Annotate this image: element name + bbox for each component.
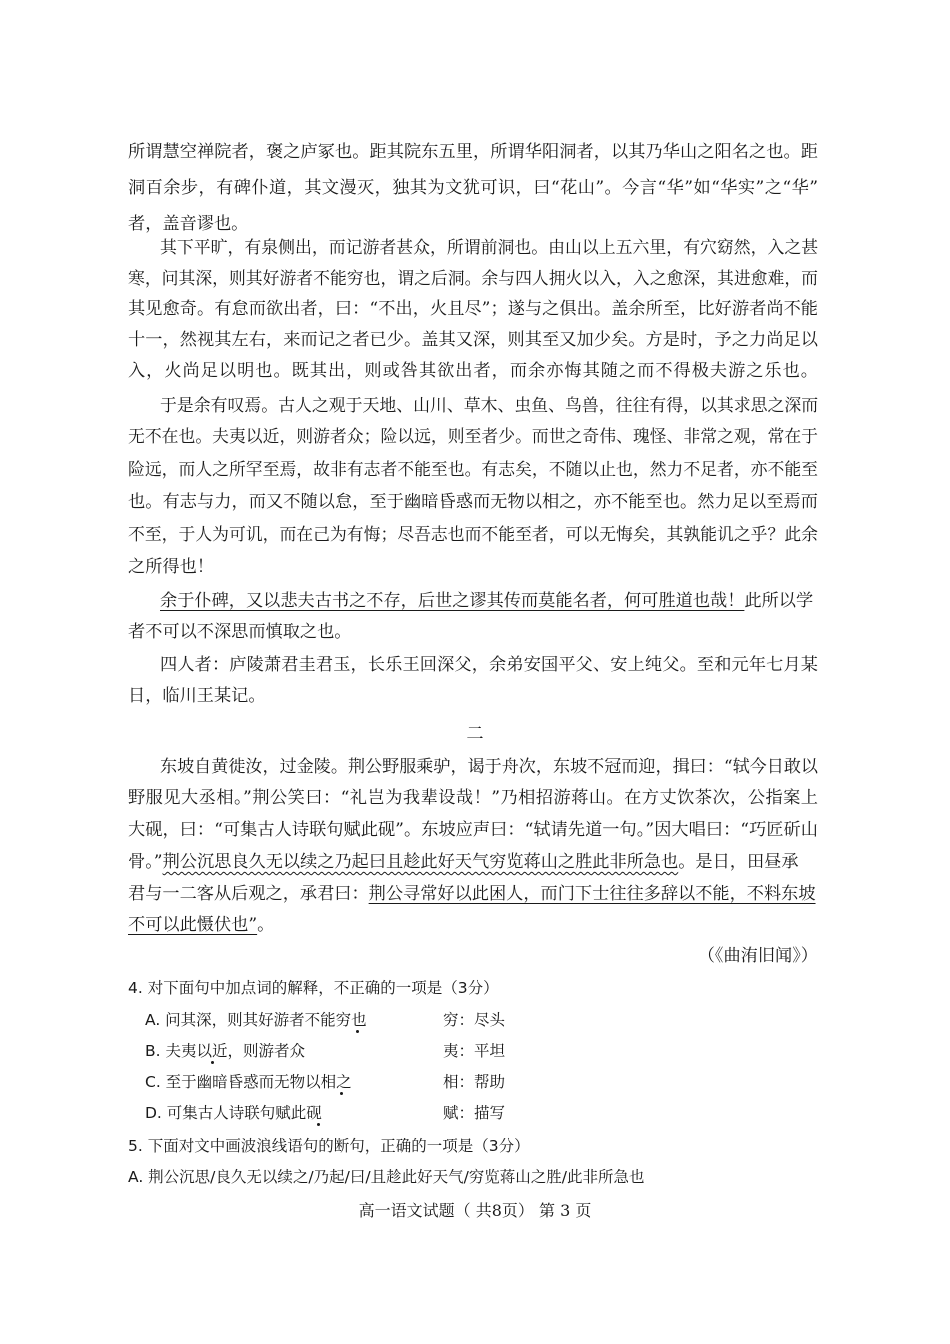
text-span: 骨。” — [128, 852, 163, 872]
text-line: 入，火尚足以明也。既其出，则或咎其欲出者，而余亦悔其随之而不得极夫游之乐也。 — [128, 361, 818, 381]
emphasis-dot — [340, 1092, 343, 1095]
text-line: 无不在也。夫夷以近，则游者众；险以远，则至者少。而世之奇伟、瑰怪、非常之观，常在于 — [128, 426, 818, 446]
q4-option-a-gloss: 穷：尽头 — [443, 1011, 506, 1029]
text-line: 寒，问其深，则其好游者不能穷也，谓之后洞。余与四人拥火以入，入之愈深，其进愈难，而 — [128, 268, 818, 288]
text-line: 日，临川王某记。 — [128, 686, 266, 706]
text-line: 险远，而人之所罕至焉，故非有志者不能至也。有志矣，不随以止也，然力不足者，亦不能至 — [128, 459, 818, 479]
underlined-sentence: 荆公寻常好以此困人，而门下士往往多辞以不能，不料东坡 — [368, 884, 816, 904]
question-5-stem: 5. 下面对文中画波浪线语句的断句，正确的一项是（3分） — [128, 1137, 530, 1155]
source-citation: （《曲洧旧闻》） — [697, 946, 818, 966]
page-footer: 高一语文试题（ 共8页） 第 3 页 — [358, 1201, 592, 1220]
text-span: 此所以学 — [744, 591, 814, 611]
text-span: 。 — [257, 915, 275, 935]
text-line: 其见愈奇。有怠而欲出者，曰：“不出，火且尽”；遂与之俱出。盖余所至，比好游者尚不能 — [128, 299, 818, 319]
text-line: 于是余有叹焉。古人之观于天地、山川、草木、虫鱼、鸟兽，往往有得，以其求思之深而 — [160, 395, 819, 415]
q4-option-b: B. 夫夷以近，则游者众 — [145, 1042, 305, 1060]
text-line: 之所得也！ — [128, 557, 214, 577]
text-line: 不至，于人为可讥，而在己为有悔；尽吾志也而不能至者，可以无悔矣，其孰能讥之乎？此余 — [128, 524, 818, 544]
text-line: 东坡自黄徙汝，过金陵。荆公野服乘驴，谒于舟次，东坡不冠而迎，揖曰：“轼今日敢以 — [160, 757, 818, 777]
wavy-underlined-sentence: 荆公沉思良久无以续之乃起曰且趁此好天气穷览蒋山之胜此非所急也 — [162, 852, 679, 872]
text-line: 大砚，曰：“可集古人诗联句赋此砚”。东坡应声曰：“轼请先道一句。”因大唱曰：“巧匠斫山 — [128, 820, 818, 840]
q4-option-c: C. 至于幽暗昏惑而无物以相之 — [145, 1073, 352, 1091]
section-heading: 二 — [466, 724, 484, 744]
wavy-line — [128, 850, 818, 874]
text-span: 。是日，田昼承 — [678, 852, 799, 872]
emphasis-dot — [356, 1030, 359, 1033]
text-line: 洞百余步，有碑仆道，其文漫灭，独其为文犹可识，曰“花山”。今言“华”如“华实”之“华” — [128, 178, 818, 198]
q4-option-c-gloss: 相：帮助 — [443, 1073, 506, 1091]
emphasis-dot — [317, 1123, 320, 1126]
underlined-line — [160, 589, 818, 613]
text-line: 四人者：庐陵萧君圭君玉，长乐王回深父，余弟安国平父、安上纯父。至和元年七月某 — [160, 655, 818, 675]
question-4-stem: 4. 对下面句中加点词的解释，不正确的一项是（3分） — [128, 979, 499, 997]
text-line: 其下平旷，有泉侧出，而记游者甚众，所谓前洞也。由山以上五六里，有穴窈然，入之甚 — [160, 237, 819, 257]
q4-option-a: A. 问其深，则其好游者不能穷也 — [145, 1011, 367, 1029]
text-line: 者不可以不深思而慎取之也。 — [128, 622, 352, 642]
text-line: 者，盖音谬也。 — [128, 214, 249, 234]
q5-option-a: A. 荆公沉思/良久无以续之/乃起/曰/且趁此好天气/穷览蒋山之胜/此非所急也 — [128, 1168, 645, 1186]
text-line: 所谓慧空禅院者，褒之庐冢也。距其院东五里，所谓华阳洞者，以其乃华山之阳名之也。距 — [128, 142, 818, 162]
text-line: 十一，然视其左右，来而记之者已少。盖其又深，则其至又加少矣。方是时，予之力尚足以 — [128, 330, 818, 350]
q4-option-b-gloss: 夷：平坦 — [443, 1042, 506, 1060]
q4-option-d: D. 可集古人诗联句赋此砚 — [145, 1104, 322, 1122]
text-line: 也。有志与力，而又不随以怠，至于幽暗昏惑而无物以相之，亦不能至也。然力足以至焉而 — [128, 492, 818, 512]
text-line — [128, 882, 818, 906]
text-line — [128, 913, 818, 937]
text-span: 君与一二客从后观之，承君曰： — [128, 884, 369, 904]
underlined-sentence: 不可以此慑伏也” — [128, 915, 258, 935]
underlined-sentence: 余于仆碑，又以悲夫古书之不存，后世之谬其传而莫能名者，何可胜道也哉！ — [160, 591, 745, 611]
emphasis-dot — [211, 1061, 214, 1064]
q4-option-d-gloss: 赋：描写 — [443, 1104, 506, 1122]
text-line: 野服见大丞相。”荆公笑曰：“礼岂为我辈设哉！”乃相招游蒋山。在方丈饮茶次，公指案上 — [128, 788, 818, 808]
